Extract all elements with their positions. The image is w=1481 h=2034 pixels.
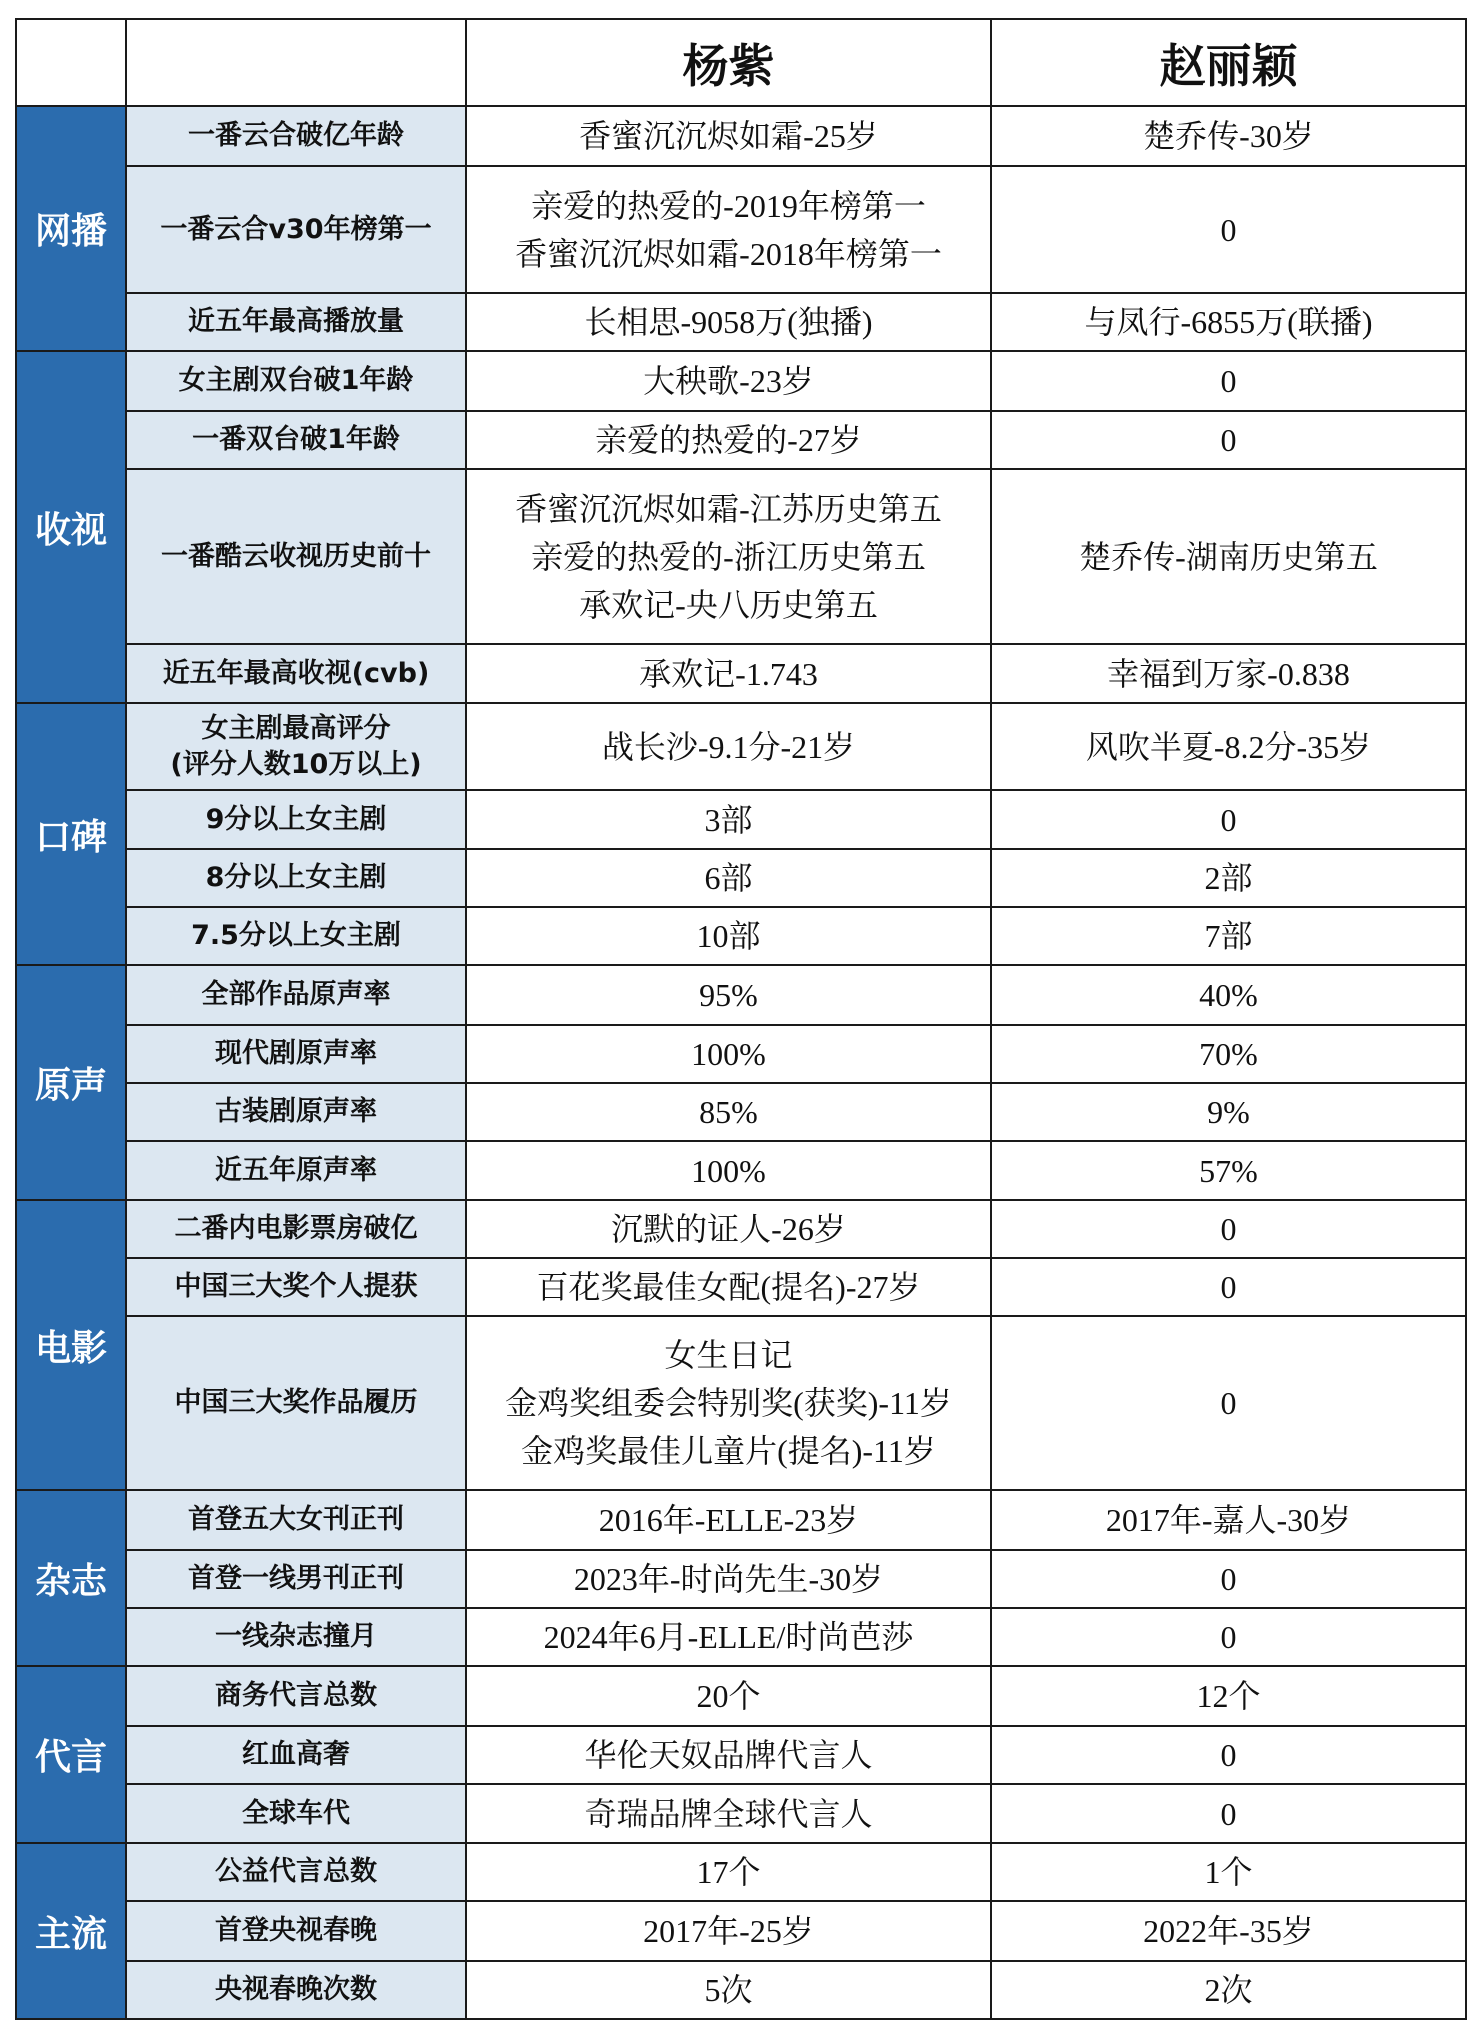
metric-label-cell [126,1490,466,1550]
yang-zi-value-line: 金鸡奖最佳儿童片(提名)-11岁 [521,1433,936,1469]
zhao-liying-value-cell [991,1961,1466,2019]
metric-label-line: 女主剧最高评分 [201,713,391,745]
yang-zi-value-cell [466,1901,991,1961]
zhao-liying-value-cell [991,293,1466,351]
category-cell: 代言 [16,1666,126,1843]
yang-zi-value-cell [466,166,991,293]
metric-label-cell [126,166,466,293]
yang-zi-value-line: 亲爱的热爱的-浙江历史第五 [531,538,926,575]
zhao-liying-value-cell [991,1550,1466,1608]
table-row [16,965,1466,1025]
metric-label-line: 一番云合v30年榜第一 [160,213,432,245]
yang-zi-value-cell [466,907,991,965]
metric-label-cell [126,469,466,644]
metric-label-line: 现代剧原声率 [215,1038,377,1070]
zhao-liying-value-line: 0 [1220,1385,1237,1421]
zhao-liying-value-cell [991,644,1466,703]
yang-zi-value-line: 100% [691,1152,766,1189]
metric-label-line: 一番双台破1年龄 [192,424,400,456]
yang-zi-value-cell [466,1490,991,1550]
table-row [16,1316,1466,1490]
category-cell: 杂志 [16,1490,126,1666]
yang-zi-value-cell [466,1961,991,2019]
metric-label-cell [126,1200,466,1258]
table-row [16,1784,1466,1843]
zhao-liying-value-cell [991,351,1466,411]
yang-zi-value-cell [466,1666,991,1726]
table-row [16,1901,1466,1961]
metric-label-cell [126,849,466,907]
metric-label-line: 全部作品原声率 [201,979,391,1011]
zhao-liying-value-line: 幸福到万家-0.838 [1107,655,1350,692]
zhao-liying-value-line: 2017年-嘉人-30岁 [1105,1502,1352,1538]
zhao-liying-value-cell [991,790,1466,849]
zhao-liying-value-cell [991,1901,1466,1961]
table-row [16,293,1466,351]
zhao-liying-value-cell [991,1083,1466,1141]
metric-label-cell [126,965,466,1025]
yang-zi-value-line: 香蜜沉沉烬如霜-25岁 [579,118,878,154]
yang-zi-value-cell [466,469,991,644]
metric-label-line: 首登一线男刊正刊 [188,1563,404,1595]
table-row [16,907,1466,965]
yang-zi-value-line: 2017年-25岁 [643,1913,814,1949]
metric-label-cell [126,1666,466,1726]
yang-zi-value-line: 100% [691,1036,766,1072]
zhao-liying-value-line: 0 [1220,1619,1237,1655]
yang-zi-value-cell [466,849,991,907]
metric-label-cell [126,703,466,790]
table-row [16,1550,1466,1608]
category-cell: 网播 [16,106,126,351]
yang-zi-value-line: 3部 [704,801,753,838]
table-row [16,351,1466,411]
zhao-liying-value-line: 0 [1220,1269,1237,1305]
yang-zi-value-cell [466,351,991,411]
zhao-liying-value-cell [991,1666,1466,1726]
zhao-liying-value-line: 0 [1220,211,1237,248]
metric-label-line: 中国三大奖个人提获 [174,1271,418,1303]
metric-label-cell [126,1961,466,2019]
table-row [16,703,1466,790]
zhao-liying-value-line: 0 [1220,363,1237,399]
table-row [16,644,1466,703]
yang-zi-value-line: 亲爱的热爱的-2019年榜第一 [531,187,926,224]
yang-zi-value-line: 2024年6月-ELLE/时尚芭莎 [543,1619,914,1655]
metric-label-line: 近五年最高收视(cvb) [162,657,430,689]
category-cell: 收视 [16,351,126,703]
category-cell: 主流 [16,1843,126,2019]
yang-zi-value-line: 香蜜沉沉烬如霜-江苏历史第五 [515,490,942,527]
yang-zi-value-line: 2023年-时尚先生-30岁 [573,1561,884,1597]
table-row [16,1608,1466,1666]
yang-zi-value-line: 6部 [704,860,753,896]
yang-zi-value-cell [466,1608,991,1666]
table-row [16,1726,1466,1784]
table-row [16,1258,1466,1316]
metric-label-line: 二番内电影票房破亿 [174,1213,418,1245]
table-row [16,1083,1466,1141]
yang-zi-value-line: 奇瑞品牌全球代言人 [584,1795,873,1832]
zhao-liying-value-cell [991,1608,1466,1666]
zhao-liying-value-cell [991,1784,1466,1843]
metric-label-line: 央视春晚次数 [215,1974,377,2006]
zhao-liying-value-line: 40% [1199,977,1258,1013]
yang-zi-value-line: 华伦天奴品牌代言人 [584,1737,873,1773]
comparison-table [15,18,1467,2020]
metric-label-line: 近五年最高播放量 [188,306,404,338]
yang-zi-value-cell [466,1141,991,1200]
yang-zi-value-line: 承欢记-央八历史第五 [579,586,878,623]
metric-label-cell [126,644,466,703]
metric-label-cell [126,1901,466,1961]
zhao-liying-value-cell [991,849,1466,907]
table-row [16,166,1466,293]
zhao-liying-value-cell [991,1025,1466,1083]
zhao-liying-value-line: 楚乔传-湖南历史第五 [1079,538,1378,575]
table-row [16,1200,1466,1258]
metric-label-cell [126,907,466,965]
category-cell: 口碑 [16,703,126,965]
yang-zi-value-line: 女生日记 [664,1337,793,1373]
yang-zi-value-line: 10部 [696,918,761,954]
table-row [16,106,1466,166]
yang-zi-value-cell [466,644,991,703]
zhao-liying-value-line: 与凤行-6855万(联播) [1084,304,1373,340]
yang-zi-value-line: 香蜜沉沉烬如霜-2018年榜第一 [515,235,942,272]
zhao-liying-value-line: 57% [1199,1152,1258,1189]
table-row [16,469,1466,644]
yang-zi-value-cell [466,1843,991,1901]
table-row [16,1961,1466,2019]
metric-label-cell [126,1726,466,1784]
yang-zi-value-line: 85% [699,1094,758,1130]
metric-label-line: 一番酷云收视历史前十 [161,540,431,572]
zhao-liying-value-line: 0 [1220,801,1237,838]
category-cell: 原声 [16,965,126,1200]
yang-zi-value-line: 17个 [696,1854,761,1890]
table-row [16,1141,1466,1200]
zhao-liying-value-cell [991,106,1466,166]
yang-zi-value-line: 5次 [704,1972,753,2008]
yang-zi-value-line: 亲爱的热爱的-27岁 [595,422,862,458]
yang-zi-value-cell [466,965,991,1025]
yang-zi-value-line: 长相思-9058万(独播) [584,304,873,340]
metric-label-line: 一番云合破亿年龄 [188,120,404,152]
yang-zi-value-cell [466,1550,991,1608]
metric-label-line: 商务代言总数 [215,1680,377,1712]
header-blank-cell [126,19,466,106]
metric-label-cell [126,1083,466,1141]
metric-label-cell [126,1784,466,1843]
metric-label-cell [126,351,466,411]
zhao-liying-value-line: 0 [1220,1561,1237,1597]
yang-zi-value-cell [466,790,991,849]
zhao-liying-value-cell [991,1490,1466,1550]
yang-zi-value-cell [466,703,991,790]
metric-label-line: 中国三大奖作品履历 [174,1387,418,1419]
metric-label-line: 女主剧双台破1年龄 [178,365,414,397]
table-row [16,790,1466,849]
yang-zi-value-line: 承欢记-1.743 [639,655,818,692]
yang-zi-value-line: 金鸡奖组委会特别奖(获奖)-11岁 [505,1385,952,1421]
metric-label-line: 7.5分以上女主剧 [191,920,401,952]
zhao-liying-value-line: 0 [1220,1211,1237,1247]
zhao-liying-value-line: 2部 [1204,860,1253,896]
zhao-liying-value-line: 2022年-35岁 [1143,1913,1314,1949]
zhao-liying-value-cell [991,907,1466,965]
zhao-liying-value-cell [991,965,1466,1025]
metric-label-line: 古装剧原声率 [215,1096,377,1128]
yang-zi-value-cell [466,1784,991,1843]
metric-label-line: 8分以上女主剧 [205,862,387,894]
zhao-liying-value-line: 风吹半夏-8.2分-35岁 [1085,728,1372,765]
zhao-liying-value-cell [991,411,1466,469]
yang-zi-value-cell [466,1316,991,1490]
metric-label-cell [126,1025,466,1083]
table-row [16,411,1466,469]
zhao-liying-value-cell [991,1726,1466,1784]
header-zhao-liying: 赵丽颖 [991,19,1466,106]
header-yang-zi: 杨紫 [466,19,991,106]
yang-zi-value-cell [466,106,991,166]
metric-label-line: 一线杂志撞月 [215,1621,377,1653]
zhao-liying-value-cell [991,469,1466,644]
yang-zi-value-cell [466,1083,991,1141]
zhao-liying-value-cell [991,166,1466,293]
metric-label-cell [126,1550,466,1608]
metric-label-line: 红血高奢 [242,1739,350,1771]
yang-zi-value-line: 20个 [696,1678,761,1714]
yang-zi-value-cell [466,1258,991,1316]
corner-cell [16,19,126,106]
metric-label-cell [126,293,466,351]
metric-label-cell [126,1608,466,1666]
metric-label-cell [126,1843,466,1901]
metric-label-cell [126,1316,466,1490]
table-row [16,849,1466,907]
zhao-liying-value-cell [991,1843,1466,1901]
zhao-liying-value-cell [991,1141,1466,1200]
yang-zi-value-cell [466,293,991,351]
table-row [16,1843,1466,1901]
metric-label-line: 近五年原声率 [215,1154,377,1186]
metric-label-line: 公益代言总数 [215,1856,377,1888]
metric-label-cell [126,1141,466,1200]
yang-zi-value-line: 95% [699,977,758,1013]
metric-label-line: (评分人数10万以上) [170,748,422,780]
metric-label-cell [126,1258,466,1316]
metric-label-line: 首登五大女刊正刊 [188,1504,404,1536]
zhao-liying-value-cell [991,1316,1466,1490]
zhao-liying-value-cell [991,1258,1466,1316]
category-cell: 电影 [16,1200,126,1490]
zhao-liying-value-line: 70% [1199,1036,1258,1072]
yang-zi-value-line: 百花奖最佳女配(提名)-27岁 [536,1269,921,1305]
zhao-liying-value-line: 12个 [1196,1678,1261,1714]
yang-zi-value-cell [466,1025,991,1083]
zhao-liying-value-line: 2次 [1204,1972,1253,2008]
zhao-liying-value-line: 0 [1220,1795,1237,1832]
yang-zi-value-line: 大秧歌-23岁 [643,363,814,399]
zhao-liying-value-line: 9% [1207,1094,1250,1130]
zhao-liying-value-line: 1个 [1204,1854,1253,1890]
zhao-liying-value-line: 0 [1220,1737,1237,1773]
yang-zi-value-line: 沉默的证人-26岁 [611,1211,846,1247]
yang-zi-value-cell [466,411,991,469]
metric-label-line: 9分以上女主剧 [205,803,387,835]
metric-label-cell [126,106,466,166]
metric-label-line: 首登央视春晚 [215,1915,377,1947]
metric-label-cell [126,790,466,849]
yang-zi-value-cell [466,1726,991,1784]
yang-zi-value-line: 战长沙-9.1分-21岁 [601,728,856,765]
header-row [16,19,1466,106]
zhao-liying-value-line: 7部 [1204,918,1253,954]
yang-zi-value-cell [466,1200,991,1258]
table-row [16,1490,1466,1550]
zhao-liying-value-line: 楚乔传-30岁 [1143,118,1314,154]
yang-zi-value-line: 2016年-ELLE-23岁 [598,1502,859,1538]
zhao-liying-value-cell [991,703,1466,790]
table-row [16,1666,1466,1726]
zhao-liying-value-cell [991,1200,1466,1258]
metric-label-cell [126,411,466,469]
table-row [16,1025,1466,1083]
zhao-liying-value-line: 0 [1220,422,1237,458]
metric-label-line: 全球车代 [242,1797,350,1829]
